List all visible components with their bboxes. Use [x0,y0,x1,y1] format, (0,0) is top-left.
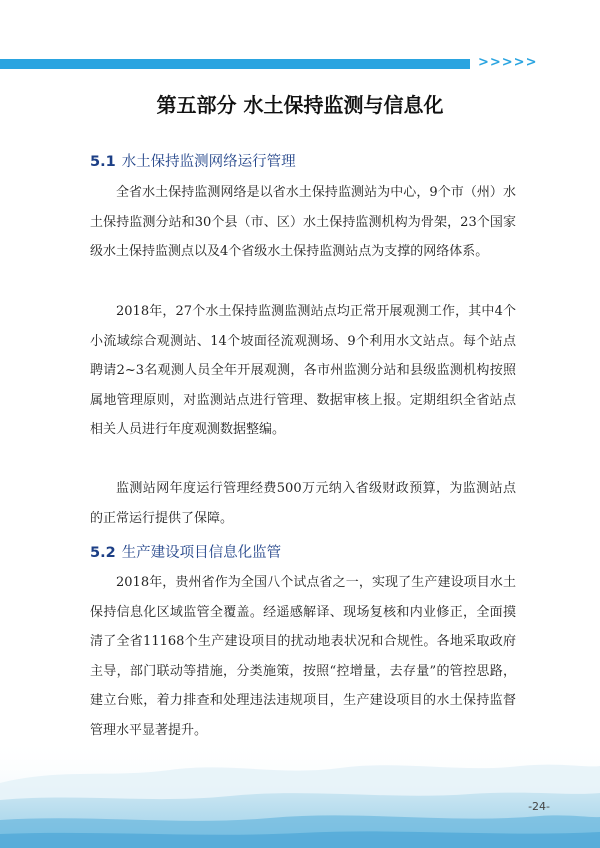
paragraph: 监测站网年度运行管理经费500万元纳入省级财政预算，为监测站点的正常运行提供了保障。 [90,481,516,526]
section-title: 生产建设项目信息化监管 [121,545,282,561]
page-number: -24- [528,800,550,813]
paragraph: 2018年，贵州省作为全国八个试点省之一，实现了生产建设项目水土保持信息化区域监管全覆盖。经遥感解译、现场复核和内业修正，全面摸清了全省11168个生产建设项目的扰动地表状况和合规性。各地采取政府主导，部门联动等措施，分类施策，按照“控增量，去存量”的管控思路，建立台账，着力排查和处理违法违规项目，生产建设项目的水土保持监督管理水平显著提升。 [90,575,516,738]
paragraph: 2018年，27个水土保持监测监测站点均正常开展观测工作，其中4个小流域综合观测站、14个坡面径流观测场、9个利用水文站点。每个站点聘请2~3名观测人员全年开展观测，各市州监测分站和县级监测机构按照属地管理原则，对监测站点进行管理、数据审核上报。定期组织全省站点相关人员进行年度观测数据整编。 [90,304,516,437]
decorative-water-background [0,738,600,848]
header-arrows: >>>>> [478,55,538,70]
section-heading-5-1 [90,150,296,171]
page-title: 第五部分 水土保持监测与信息化 [156,93,444,117]
header-accent-bar [0,59,470,69]
section-title: 水土保持监测网络运行管理 [121,154,296,170]
paragraph: 全省水土保持监测网络是以省水土保持监测站为中心，9个市（州）水土保持监测分站和30个县（市、区）水土保持监测机构为骨架，23个国家级水土保持监测点以及4个省级水土保持监测站点为支撑的网络体系。 [90,185,516,259]
section-number: 5.2 [90,545,116,561]
section-number: 5.1 [90,154,116,170]
section-heading-5-2 [90,541,281,562]
